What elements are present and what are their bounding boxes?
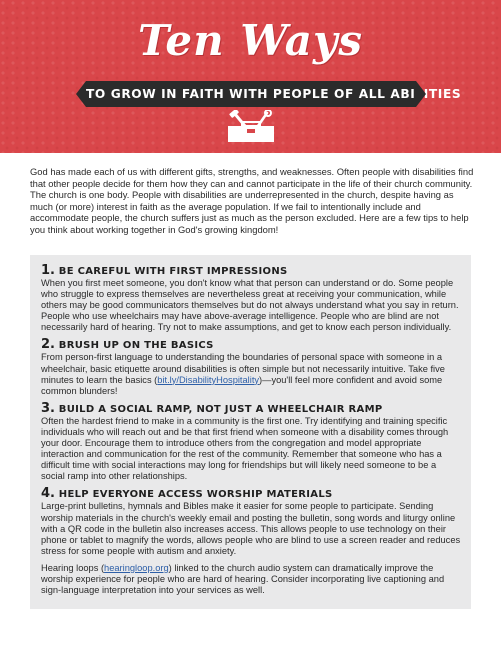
page-title: Ten Ways	[137, 16, 364, 65]
tip-3	[41, 400, 461, 483]
tip-body: When you first meet someone, you don't know what that person can understand or do. Some people who struggle to express themselves are nevertheless great at receiving your communication, while others may be good communicators themselves but do not always understand what you say in return. People who use wheelchairs may have above-average intelligence. People who are blind are not necessarily hard of hearing. Try not to make assumptions, and get to know each person individually.	[41, 278, 459, 333]
tip-number: 3.	[41, 400, 55, 416]
tip-body	[41, 352, 461, 396]
tip-title: BE CAREFUL WITH FIRST IMPRESSIONS	[58, 266, 288, 277]
tip-body: Large-print bulletins, hymnals and Bibles make it easier for some people to participate. Sending worship materials in the church's weekly email and posting the bulletin, song words and liturgy online with a QR code in the bulletin also increases access. This allows people to use technology on their phone or tablet to magnify the words, allows people who are blind to use a screen reader and reduces stress for some people with autism and anxiety.	[41, 501, 461, 556]
tip-1	[41, 265, 461, 333]
tip-heading	[41, 400, 461, 416]
tip-title: BUILD A SOCIAL RAMP, NOT JUST A WHEELCHAIR RAMP	[58, 403, 383, 415]
header-banner	[0, 0, 501, 153]
tip-number: 2.	[41, 337, 55, 353]
tip-title: HELP EVERYONE ACCESS WORSHIP MATERIALS	[58, 489, 333, 501]
tip-body-text: )—you'll feel more confident and avoid some common blunders!	[41, 374, 443, 396]
intro-paragraph: God has made each of us with different gifts, strengths, and weaknesses. Often people with disabilities find that other people decide for them how they can and cannot participate in the life of their church community. The church is one body. People with disabilities are underrepresented in the church, despite having as much (or more) interest in faith as the average population. If we fail to intentionally include and accommodate people, the church suffers just as much as the person excluded. Here are a few tips to help you think about working together in God's growing kingdom!	[30, 166, 474, 235]
tip-number: 4.	[41, 486, 55, 502]
tips-panel	[30, 255, 471, 609]
tip-body-hearing	[41, 563, 461, 596]
tip-4	[41, 488, 461, 596]
tip-body-text: ) linked to the church audio system can dramatically improve the worship experience for people who are hard of hearing. Consider incorporating live captioning and sign-language interpretation into your services as well.	[41, 562, 445, 596]
tip-heading	[41, 265, 461, 278]
tip-title: BRUSH UP ON THE BASICS	[58, 340, 214, 352]
tip-heading	[41, 488, 461, 501]
tip-body-text: From person-first language to understanding the boundaries of personal space with someone in a wheelchair, basic etiquette around disabilities is often simple but not necessarily intuitive. Take five minutes to learn the basics (	[41, 352, 445, 385]
tip-body: Often the hardest friend to make in a community is the first one. Try identifying and training specific individuals who will reach out and be that first friend when someone with a disability comes through your door. Encourage them to introduce others from the congregation and model appropriate interaction and communication for the rest of the community. Remember that someone who has a difficult time with social interactions may long for friendships but will likely need someone to be a social ramp into other relationships.	[41, 415, 449, 482]
toolbox-icon	[225, 110, 277, 144]
subtitle-ribbon	[86, 81, 462, 107]
tip-heading	[41, 339, 461, 352]
tip-body-text: Hearing loops (	[41, 562, 105, 573]
tip-number: 1.	[41, 263, 55, 278]
hearing-loop-link[interactable]: hearingloop.org	[104, 562, 169, 573]
disability-hospitality-link[interactable]: bit.ly/DisabilityHospitality	[157, 374, 260, 385]
tip-2	[41, 339, 461, 396]
page-subtitle: TO GROW IN FAITH WITH PEOPLE OF ALL ABILITIES	[86, 87, 462, 101]
